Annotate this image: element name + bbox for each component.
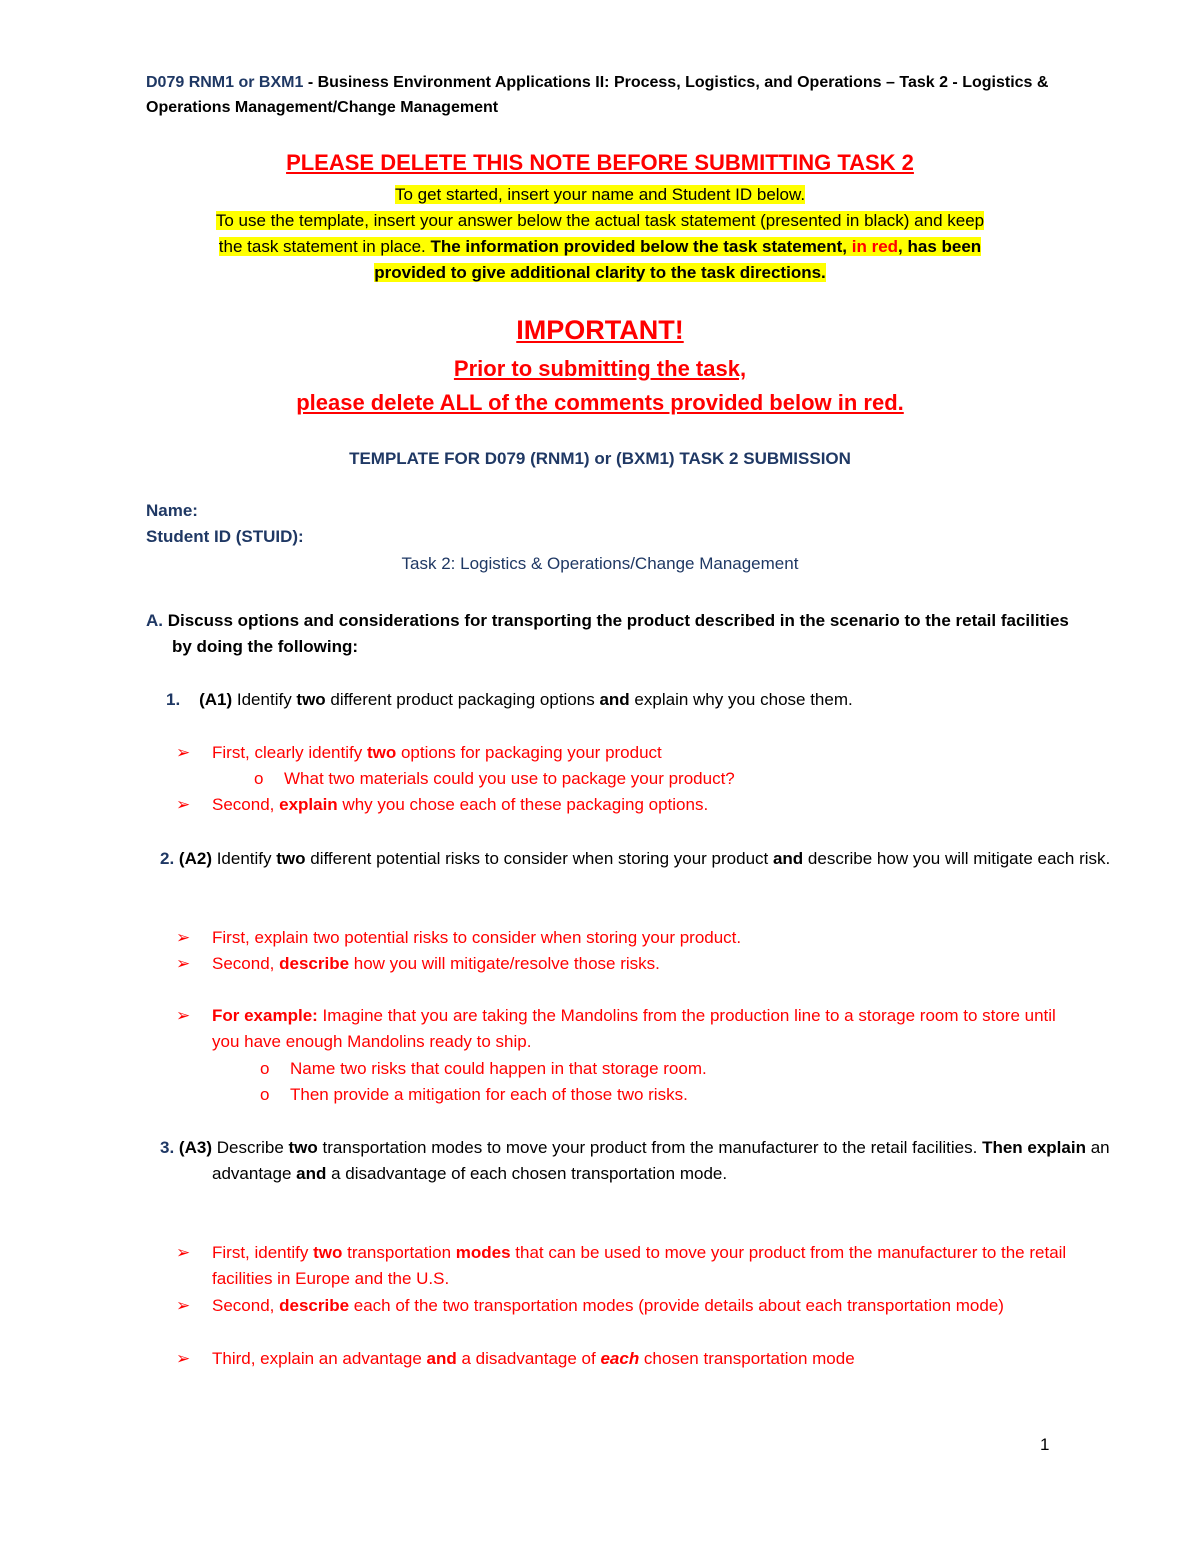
arrow-bullet-icon: ➢ xyxy=(176,1006,191,1025)
a2-sub-bullet-2: o Then provide a mitigation for each of those two risks. xyxy=(260,1082,1040,1108)
arrow-bullet-icon: ➢ xyxy=(176,1243,191,1262)
important-line-2: please delete ALL of the comments provided below in red. xyxy=(296,390,904,415)
important-title: IMPORTANT! xyxy=(516,315,684,345)
arrow-bullet-icon: ➢ xyxy=(176,743,191,762)
a3-bullet-1: ➢ First, identify two transportation modes that can be used to move your product from the manufacturer to the retail facilities in Europe and the U.S. xyxy=(176,1240,1082,1292)
a1-bullet-2: ➢ Second, explain why you chose each of these packaging options. xyxy=(176,792,1082,818)
circle-bullet-icon: o xyxy=(260,1059,270,1078)
course-code: D079 RNM1 or BXM1 xyxy=(146,74,304,91)
task-heading: Task 2: Logistics & Operations/Change Management xyxy=(401,554,799,573)
arrow-bullet-icon: ➢ xyxy=(176,1296,191,1315)
a2-bullet-1: ➢ First, explain two potential risks to consider when storing your product. xyxy=(176,925,1082,951)
a1-statement: 1. (A1) Identify two different product packaging options and explain why you chose them. xyxy=(166,690,853,709)
document-header xyxy=(146,70,1066,120)
circle-bullet-icon: o xyxy=(260,1085,270,1104)
delete-note-title: PLEASE DELETE THIS NOTE BEFORE SUBMITTING TASK 2 xyxy=(286,150,914,175)
a1-bullet-1: ➢ First, clearly identify two options for packaging your product xyxy=(176,740,1082,766)
template-title: TEMPLATE FOR D079 (RNM1) or (BXM1) TASK 2 SUBMISSION xyxy=(349,449,851,468)
header-title: - Business Environment Applications II: Process, Logistics, and Operations – Task 2 - Logistics & Operations Management/Change Management xyxy=(146,74,1049,116)
arrow-bullet-icon: ➢ xyxy=(176,1349,191,1368)
a1-sub-bullet-1: o What two materials could you use to package your product? xyxy=(254,766,1034,792)
a3-bullet-2: ➢ Second, describe each of the two transportation modes (provide details about each transportation mode) xyxy=(176,1293,1082,1319)
note-line-4: provided to give additional clarity to the task directions. xyxy=(374,263,826,282)
student-id-field-label: Student ID (STUID): xyxy=(146,527,304,546)
a2-statement: 2. (A2) Identify two different potential risks to consider when storing your product and describe how you will mitigate each risk. xyxy=(160,849,1111,868)
note-line-2: To use the template, insert your answer below the actual task statement (presented in black) and keep xyxy=(215,211,985,230)
name-field-label: Name: xyxy=(146,501,198,520)
a3-bullet-3: ➢ Third, explain an advantage and a disadvantage of each chosen transportation mode xyxy=(176,1346,1082,1372)
circle-bullet-icon: o xyxy=(254,769,264,788)
a2-bullet-2: ➢ Second, describe how you will mitigate/resolve those risks. xyxy=(176,951,1082,977)
a2-sub-bullet-1: o Name two risks that could happen in that storage room. xyxy=(260,1056,1040,1082)
important-line-1: Prior to submitting the task, xyxy=(453,356,747,381)
arrow-bullet-icon: ➢ xyxy=(176,795,191,814)
note-line-3: the task statement in place. The information provided below the task statement, in red, has been xyxy=(218,237,982,256)
a3-statement: 3. (A3) Describe two transportation modes to move your product from the manufacturer to the retail facilities. Then explain an advantage and a disadvantage of each chosen transportation mode. xyxy=(160,1138,1110,1183)
arrow-bullet-icon: ➢ xyxy=(176,954,191,973)
page-number: 1 xyxy=(1040,1435,1050,1454)
note-line-1: To get started, insert your name and Student ID below. xyxy=(394,185,806,204)
arrow-bullet-icon: ➢ xyxy=(176,928,191,947)
section-a-statement: A. Discuss options and considerations for transporting the product described in the scenario to the retail facilities by doing the following: xyxy=(146,611,1069,656)
a2-example-bullet: ➢ For example: Imagine that you are taking the Mandolins from the production line to a storage room to store until you have enough Mandolins ready to ship. xyxy=(176,1003,1082,1055)
